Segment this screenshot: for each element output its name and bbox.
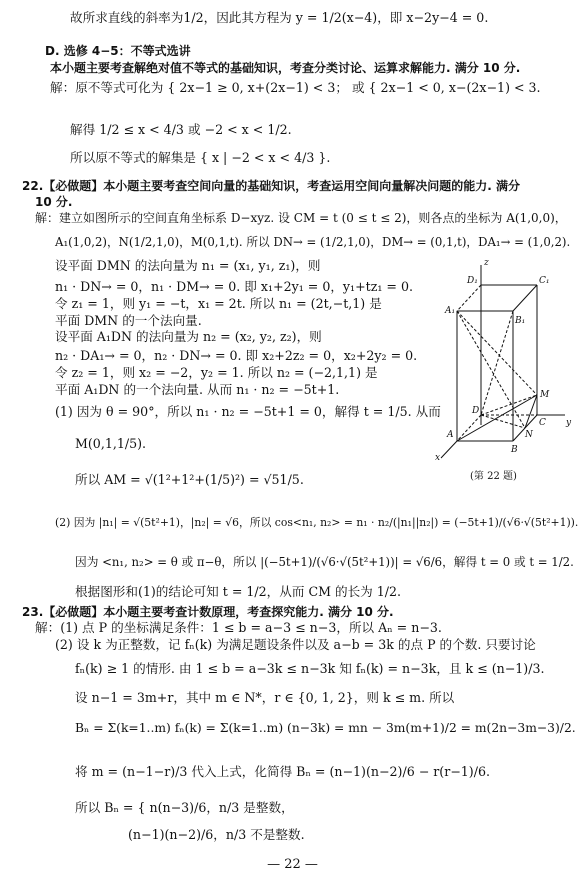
label-y: y [566, 418, 572, 428]
text-line: 设 n−1 = 3m+r，其中 m ∈ N*，r ∈ {0, 1, 2}，则 k ≤ m. 所以 [75, 690, 455, 705]
text-line: fₙ(k) ≥ 1 的情形. 由 1 ≤ b = a−3k ≤ n−3k 知 fₙ(k) = n−3k，且 k ≤ (n−1)/3. [75, 661, 545, 676]
label-B: B [511, 445, 518, 455]
text-line: 平面 A₁DN 的一个法向量. 从而 n₁ · n₂ = −5t+1. [55, 382, 340, 397]
text-line: D. 选修 4−5：不等式选讲 [45, 44, 191, 58]
label-N: N [525, 430, 533, 440]
label-C1: C₁ [539, 276, 550, 286]
text-line: 因为 <n₁, n₂> = θ 或 π−θ，所以 |(−5t+1)/(√6·√(5t²+1))| = √6/6，解得 t = 0 或 t = 1/2. [75, 555, 574, 569]
text-line: n₂ · DA₁→ = 0，n₂ · DN→ = 0. 即 x₂+2z₂ = 0，x₂+2y₂ = 0. [55, 348, 418, 363]
text-line: 10 分. [35, 195, 73, 209]
text-line: 23.【必做题】本小题主要考查计数原理，考查探究能力. 满分 10 分. [22, 605, 394, 619]
text-line: 解：(1) 点 P 的坐标满足条件：1 ≤ b = a−3 ≤ n−3，所以 Aₙ = n−3. [35, 620, 442, 635]
text-line: 解：建立如图所示的空间直角坐标系 D−xyz. 设 CM = t (0 ≤ t ≤ 2)，则各点的坐标为 A(1,0,0)， [35, 211, 567, 225]
text-line: 解得 1/2 ≤ x < 4/3 或 −2 < x < 1/2. [70, 122, 292, 137]
text-line: 本小题主要考查解绝对值不等式的基础知识，考查分类讨论、运算求解能力. 满分 10 分. [50, 61, 521, 75]
text-line: A₁(1,0,2)，N(1/2,1,0)，M(0,1,t). 所以 DN→ = (1/2,1,0)，DM→ = (0,1,t)，DA₁→ = (1,0,2). [55, 235, 571, 249]
text-line: 设平面 A₁DN 的法向量为 n₂ = (x₂, y₂, z₂)，则 [55, 329, 322, 344]
label-D1: D₁ [467, 276, 478, 286]
text-line: 令 z₂ = 1，则 x₂ = −2，y₂ = 1. 所以 n₂ = (−2,1,1) 是 [55, 365, 378, 380]
text-line: 故所求直线的斜率为1/2，因此其方程为 y = 1/2(x−4)，即 x−2y−4 = 0. [70, 10, 489, 25]
text-line: (2) 因为 |n₁| = √(5t²+1)，|n₂| = √6，所以 cos<n₁, n₂> = n₁ · n₂/(|n₁||n₂|) = (−5t+1)/(√6·√(5t²+1)). [55, 516, 579, 529]
text-line: 平面 DMN 的一个法向量. [55, 313, 202, 328]
text-line: 令 z₁ = 1，则 y₁ = −t，x₁ = 2t. 所以 n₁ = (2t,−t,1) 是 [55, 296, 382, 311]
page-number: — 22 — [267, 857, 318, 872]
text-line: (n−1)(n−2)/6，n/3 不是整数. [128, 827, 305, 842]
text-line: 所以 Bₙ = { n(n−3)/6，n/3 是整数， [75, 800, 294, 815]
text-line: (2) 设 k 为正整数，记 fₙ(k) 为满足题设条件以及 a−b = 3k 的点 P 的个数. 只要讨论 [55, 637, 536, 652]
text-line: 根据图形和(1)的结论可知 t = 1/2，从而 CM 的长为 1/2. [75, 584, 402, 599]
text-line: M(0,1,1/5). [75, 436, 147, 451]
label-M: M [540, 390, 550, 400]
label-A: A [447, 430, 454, 440]
text-line: n₁ · DN→ = 0，n₁ · DM→ = 0. 即 x₁+2y₁ = 0，y₁+tz₁ = 0. [55, 279, 413, 294]
label-x: x [435, 453, 441, 463]
text-line: 设平面 DMN 的法向量为 n₁ = (x₁, y₁, z₁)，则 [55, 258, 321, 273]
text-line: (1) 因为 θ = 90°，所以 n₁ · n₂ = −5t+1 = 0，解得 t = 1/5. 从而 [55, 404, 441, 419]
label-A1: A₁ [445, 306, 456, 316]
text-line: 所以原不等式的解集是 { x | −2 < x < 4/3 }. [70, 150, 331, 165]
text-line: 22.【必做题】本小题主要考查空间向量的基础知识，考查运用空间向量解决问题的能力. 满分 [22, 179, 520, 193]
text-line: 所以 AM = √(1²+1²+(1/5)²) = √51/5. [75, 472, 304, 487]
text-line: 将 m = (n−1−r)/3 代入上式，化简得 Bₙ = (n−1)(n−2)/6 − r(r−1)/6. [75, 764, 490, 779]
text-line: Bₙ = Σ(k=1..m) fₙ(k) = Σ(k=1..m) (n−3k) = mn − 3m(m+1)/2 = m(2n−3m−3)/2. [75, 721, 576, 735]
label-z: z [484, 258, 489, 268]
label-C: C [539, 418, 546, 428]
figure-caption: (第 22 题) [470, 471, 517, 482]
text-line: 解：原不等式可化为 { 2x−1 ≥ 0, x+(2x−1) < 3； 或 { 2x−1 < 0, x−(2x−1) < 3. [50, 80, 541, 95]
label-D: D [472, 406, 480, 416]
label-B1: B₁ [515, 316, 526, 326]
cuboid-figure [425, 255, 575, 465]
